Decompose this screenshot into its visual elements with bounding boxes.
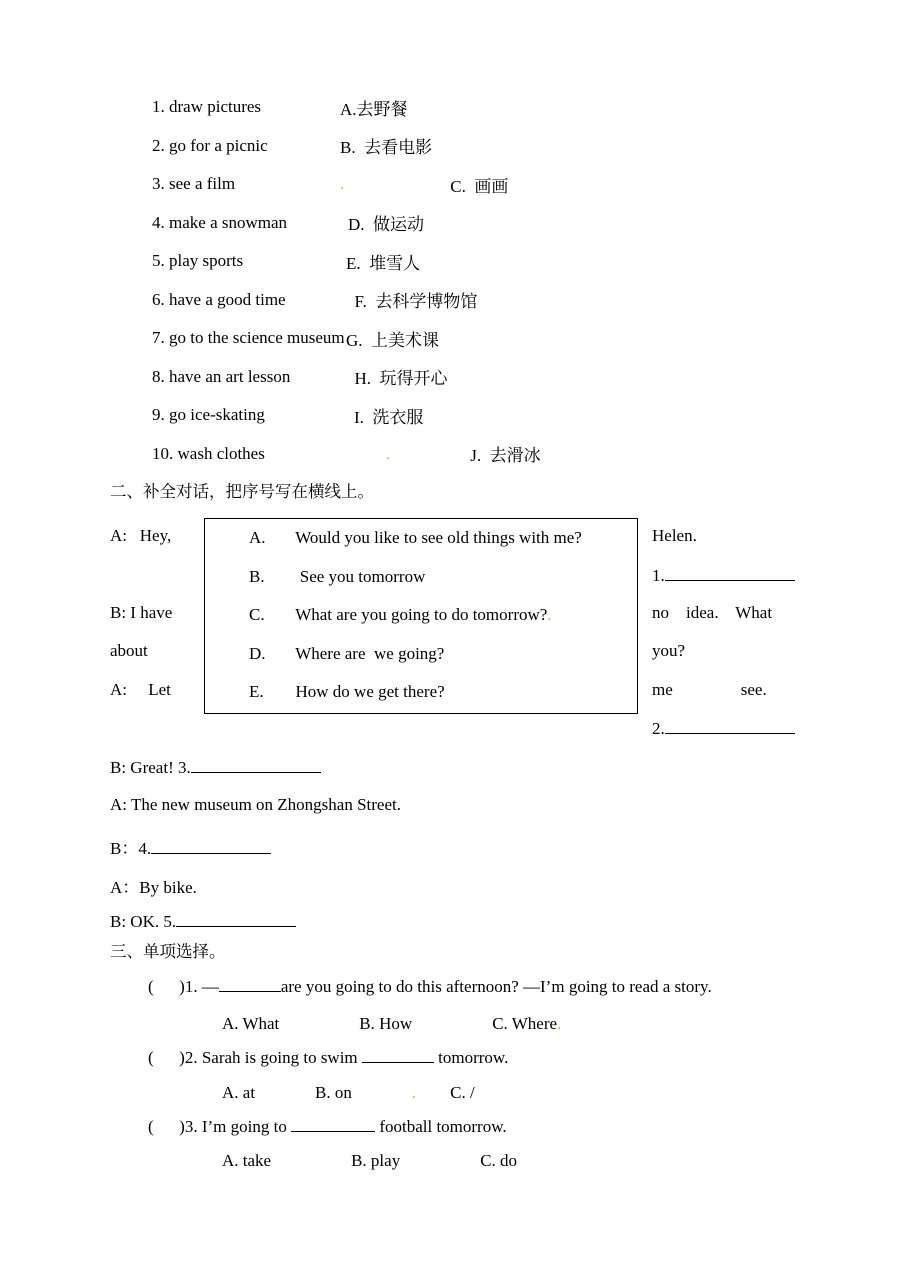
match-left-item: 7. go to the science museum [152, 328, 345, 348]
match-right-item: I. 洗衣服 [354, 407, 424, 427]
match-right-item: A.去野餐 [340, 99, 408, 119]
stray-mark: . [557, 1014, 562, 1033]
mc-option[interactable]: A. at [222, 1083, 256, 1102]
match-left-item: 9. go ice-skating [152, 405, 265, 425]
match-left-item: 4. make a snowman [152, 212, 288, 232]
match-right-item: F. 去科学博物馆 [346, 292, 478, 312]
dialogue-line-mesee: me see. [652, 680, 767, 699]
match-left-item: 2. go for a picnic [152, 135, 268, 155]
table-row [0, 88, 920, 127]
table-row [0, 358, 920, 397]
option-text: Would you like to see old things with me? [287, 528, 582, 548]
dialogue-line-a4: A：By bike. [110, 878, 197, 897]
table-row [0, 396, 920, 435]
mc-option[interactable]: B. play [351, 1151, 401, 1170]
match-right-item: G. 上美术课 [346, 330, 440, 350]
dialogue-text: B: Great! 3. [110, 758, 191, 777]
match-left-item: 10. wash clothes [152, 443, 265, 463]
question-prefix: ( )1. — [148, 977, 219, 996]
option-item-b [205, 558, 637, 597]
match-right-item: J. 去滑冰 [470, 446, 541, 466]
question-prefix: ( )3. I’m going to [148, 1117, 292, 1136]
dialogue-line-b4 [110, 911, 296, 932]
dialogue-blank-1 [652, 565, 795, 586]
answer-blank[interactable] [151, 838, 271, 854]
option-letter: E. [249, 682, 264, 702]
mc-options-3 [222, 1151, 517, 1171]
answer-blank[interactable] [191, 757, 321, 773]
option-letter: B. [249, 566, 265, 586]
table-row [0, 435, 920, 474]
table-row [0, 165, 920, 204]
option-letter: D. [249, 643, 266, 663]
match-right-item: C. 画画 [450, 176, 509, 196]
option-letter: A. [249, 528, 266, 548]
dialogue-line-b2 [110, 757, 321, 778]
answer-blank[interactable] [665, 565, 795, 581]
blank-number: 1. [652, 566, 665, 585]
answer-blank[interactable] [362, 1048, 434, 1063]
mc-option[interactable]: C. Where [492, 1014, 558, 1033]
options-box [204, 518, 638, 714]
mc-option[interactable]: C. / [450, 1083, 475, 1102]
table-row [0, 319, 920, 358]
dialogue-line-b1: B: I have [110, 603, 173, 622]
option-text: How do we get there? [287, 682, 445, 702]
stray-mark: . [411, 1083, 417, 1102]
option-item-a [205, 519, 637, 558]
stray-mark: . [340, 174, 345, 194]
mc-option[interactable]: B. on [315, 1083, 352, 1102]
answer-blank[interactable] [291, 1117, 375, 1132]
match-right-item: H. 玩得开心 [346, 369, 448, 389]
section-2-heading: 二、补全对话，把序号写在横线上。 [110, 483, 374, 501]
option-item-e [205, 673, 637, 712]
mc-option[interactable]: B. How [359, 1014, 413, 1033]
match-left-item: 1. draw pictures [152, 97, 262, 117]
option-letter: C. [249, 605, 265, 625]
dialogue-line-a2: A: Let [110, 680, 171, 699]
mc-option[interactable]: A. take [222, 1151, 272, 1170]
mc-question-3 [148, 1117, 507, 1137]
blank-number: 2. [652, 719, 665, 738]
dialogue-line-you: you? [652, 641, 686, 660]
dialogue-line-a3: A: The new museum on Zhongshan Street. [110, 795, 402, 814]
mc-options-2 [222, 1083, 475, 1103]
dialogue-line-b3 [110, 834, 271, 859]
match-right-item: E. 堆雪人 [346, 253, 421, 273]
match-left-item: 5. play sports [152, 251, 244, 271]
section-3-heading: 三、单项选择。 [110, 943, 226, 961]
mc-option[interactable]: C. do [480, 1151, 518, 1170]
option-item-d [205, 635, 637, 674]
option-text: What are you going to do tomorrow? [287, 605, 548, 625]
answer-blank[interactable] [219, 977, 281, 992]
dialogue-blank-2 [652, 718, 795, 739]
mc-option[interactable]: A. What [222, 1014, 280, 1033]
stray-mark: . [547, 605, 552, 625]
answer-blank[interactable] [665, 718, 795, 734]
table-row [0, 127, 920, 166]
mc-question-1 [148, 977, 712, 997]
table-row [0, 242, 920, 281]
mc-options-1 [222, 1014, 561, 1034]
dialogue-text: B: OK. 5. [110, 912, 177, 931]
dialogue-line-noidea: no idea. What [652, 603, 773, 622]
dialogue-line-about: about [110, 641, 148, 660]
dialogue-line-a1: A: Hey, [110, 526, 172, 545]
question-suffix: are you going to do this afternoon? —I’m going to read a story. [280, 977, 712, 996]
stray-mark: . [386, 443, 391, 463]
option-text: Where are we going? [287, 643, 445, 663]
mc-question-2 [148, 1048, 508, 1068]
match-right-item: B. 去看电影 [340, 138, 433, 158]
option-text: See you tomorrow [287, 566, 426, 586]
question-prefix: ( )2. Sarah is going to swim [148, 1048, 362, 1067]
match-left-item: 6. have a good time [152, 289, 286, 309]
match-right-item: D. 做运动 [348, 215, 425, 235]
dialogue-line-helen: Helen. [652, 526, 697, 545]
option-item-c [205, 596, 637, 635]
table-row [0, 204, 920, 243]
match-left-item: 8. have an art lesson [152, 366, 291, 386]
question-suffix: football tomorrow. [375, 1117, 507, 1136]
matching-exercise [0, 88, 920, 473]
answer-blank[interactable] [176, 911, 296, 927]
dialogue-text: B：4. [110, 839, 152, 858]
question-suffix: tomorrow. [433, 1048, 509, 1067]
match-left-item: 3. see a film [152, 174, 236, 194]
table-row [0, 281, 920, 320]
